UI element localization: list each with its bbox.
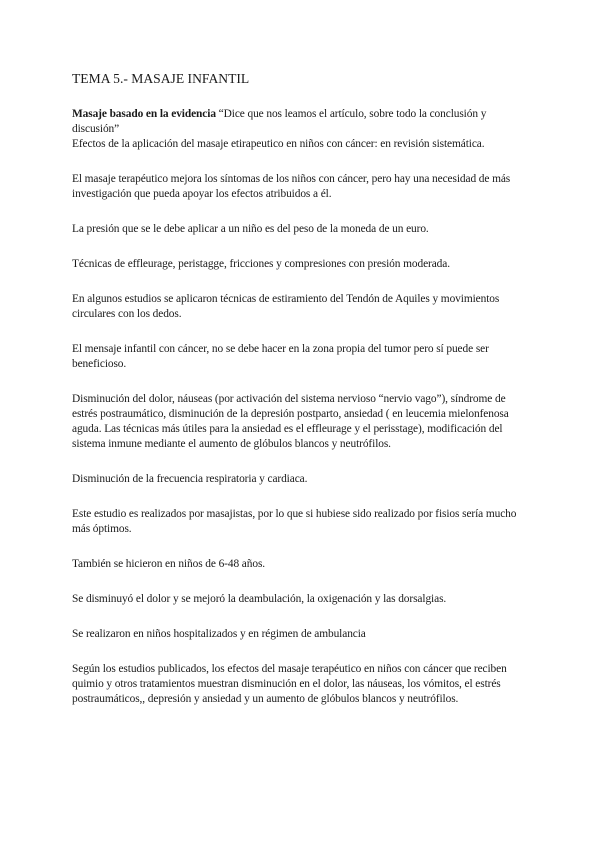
paragraph-11: Se realizaron en niños hospitalizados y en régimen de ambulancia [72,628,366,640]
paragraph-9: También se hicieron en niños de 6-48 años. [72,558,266,570]
paragraph-1: El masaje terapéutico mejora los síntomas de los niños con cáncer, pero hay una necesidad de más investigación que pueda apoyar los efectos atribuidos a él. [72,173,511,200]
paragraph-3: Técnicas de effleurage, peristagge, fricciones y compresiones con presión moderada. [72,258,450,270]
paragraph-7: Disminución de la frecuencia respiratoria y cardiaca. [72,473,308,485]
paragraph-6: Disminución del dolor, náuseas (por activación del sistema nervioso “nervio vago”), síndrome de estrés postraumático, disminución de la depresión postparto, ansiedad ( en leucemia mielonfenosa aguda. Las técnicas más útiles para la ansiedad es el effleurage y el perisstage), modificación del sistema inmune mediante el aumento de glóbulos blancos y neutrófilos. [72,393,509,450]
paragraph-2: La presión que se le debe aplicar a un niño es del peso de la moneda de un euro. [72,223,429,235]
paragraph-5: El mensaje infantil con cáncer, no se debe hacer en la zona propia del tumor pero sí puede ser beneficioso. [72,343,489,370]
paragraph-10: Se disminuyó el dolor y se mejoró la deambulación, la oxigenación y las dorsalgias. [72,593,447,605]
intro-line [72,107,532,137]
paragraph-12: Según los estudios publicados, los efectos del masaje terapéutico en niños con cáncer que reciben quimio y otros tratamientos muestran disminución en el dolor, las náuseas, los vómitos, el estrés postraumáticos,, depresión y ansiedad y un aumento de glóbulos blancos y neutrófilos. [72,663,507,705]
document-body [72,70,532,727]
paragraph-8: Este estudio es realizados por masajistas, por lo que si hubiese sido realizado por fisios sería mucho más óptimos. [72,508,517,535]
intro-quote: “Dice que nos leamos el artículo, sobre todo la conclusión y discusión” [72,108,487,135]
document-title: TEMA 5.- MASAJE INFANTIL [72,71,250,86]
paragraph-4: En algunos estudios se aplicaron técnicas de estiramiento del Tendón de Aquiles y movimientos circulares con los dedos. [72,293,500,320]
intro-subtitle: Efectos de la aplicación del masaje etirapeutico en niños con cáncer: en revisión sistemática. [72,138,485,150]
intro-bold-lead: Masaje basado en la evidencia [72,108,216,120]
